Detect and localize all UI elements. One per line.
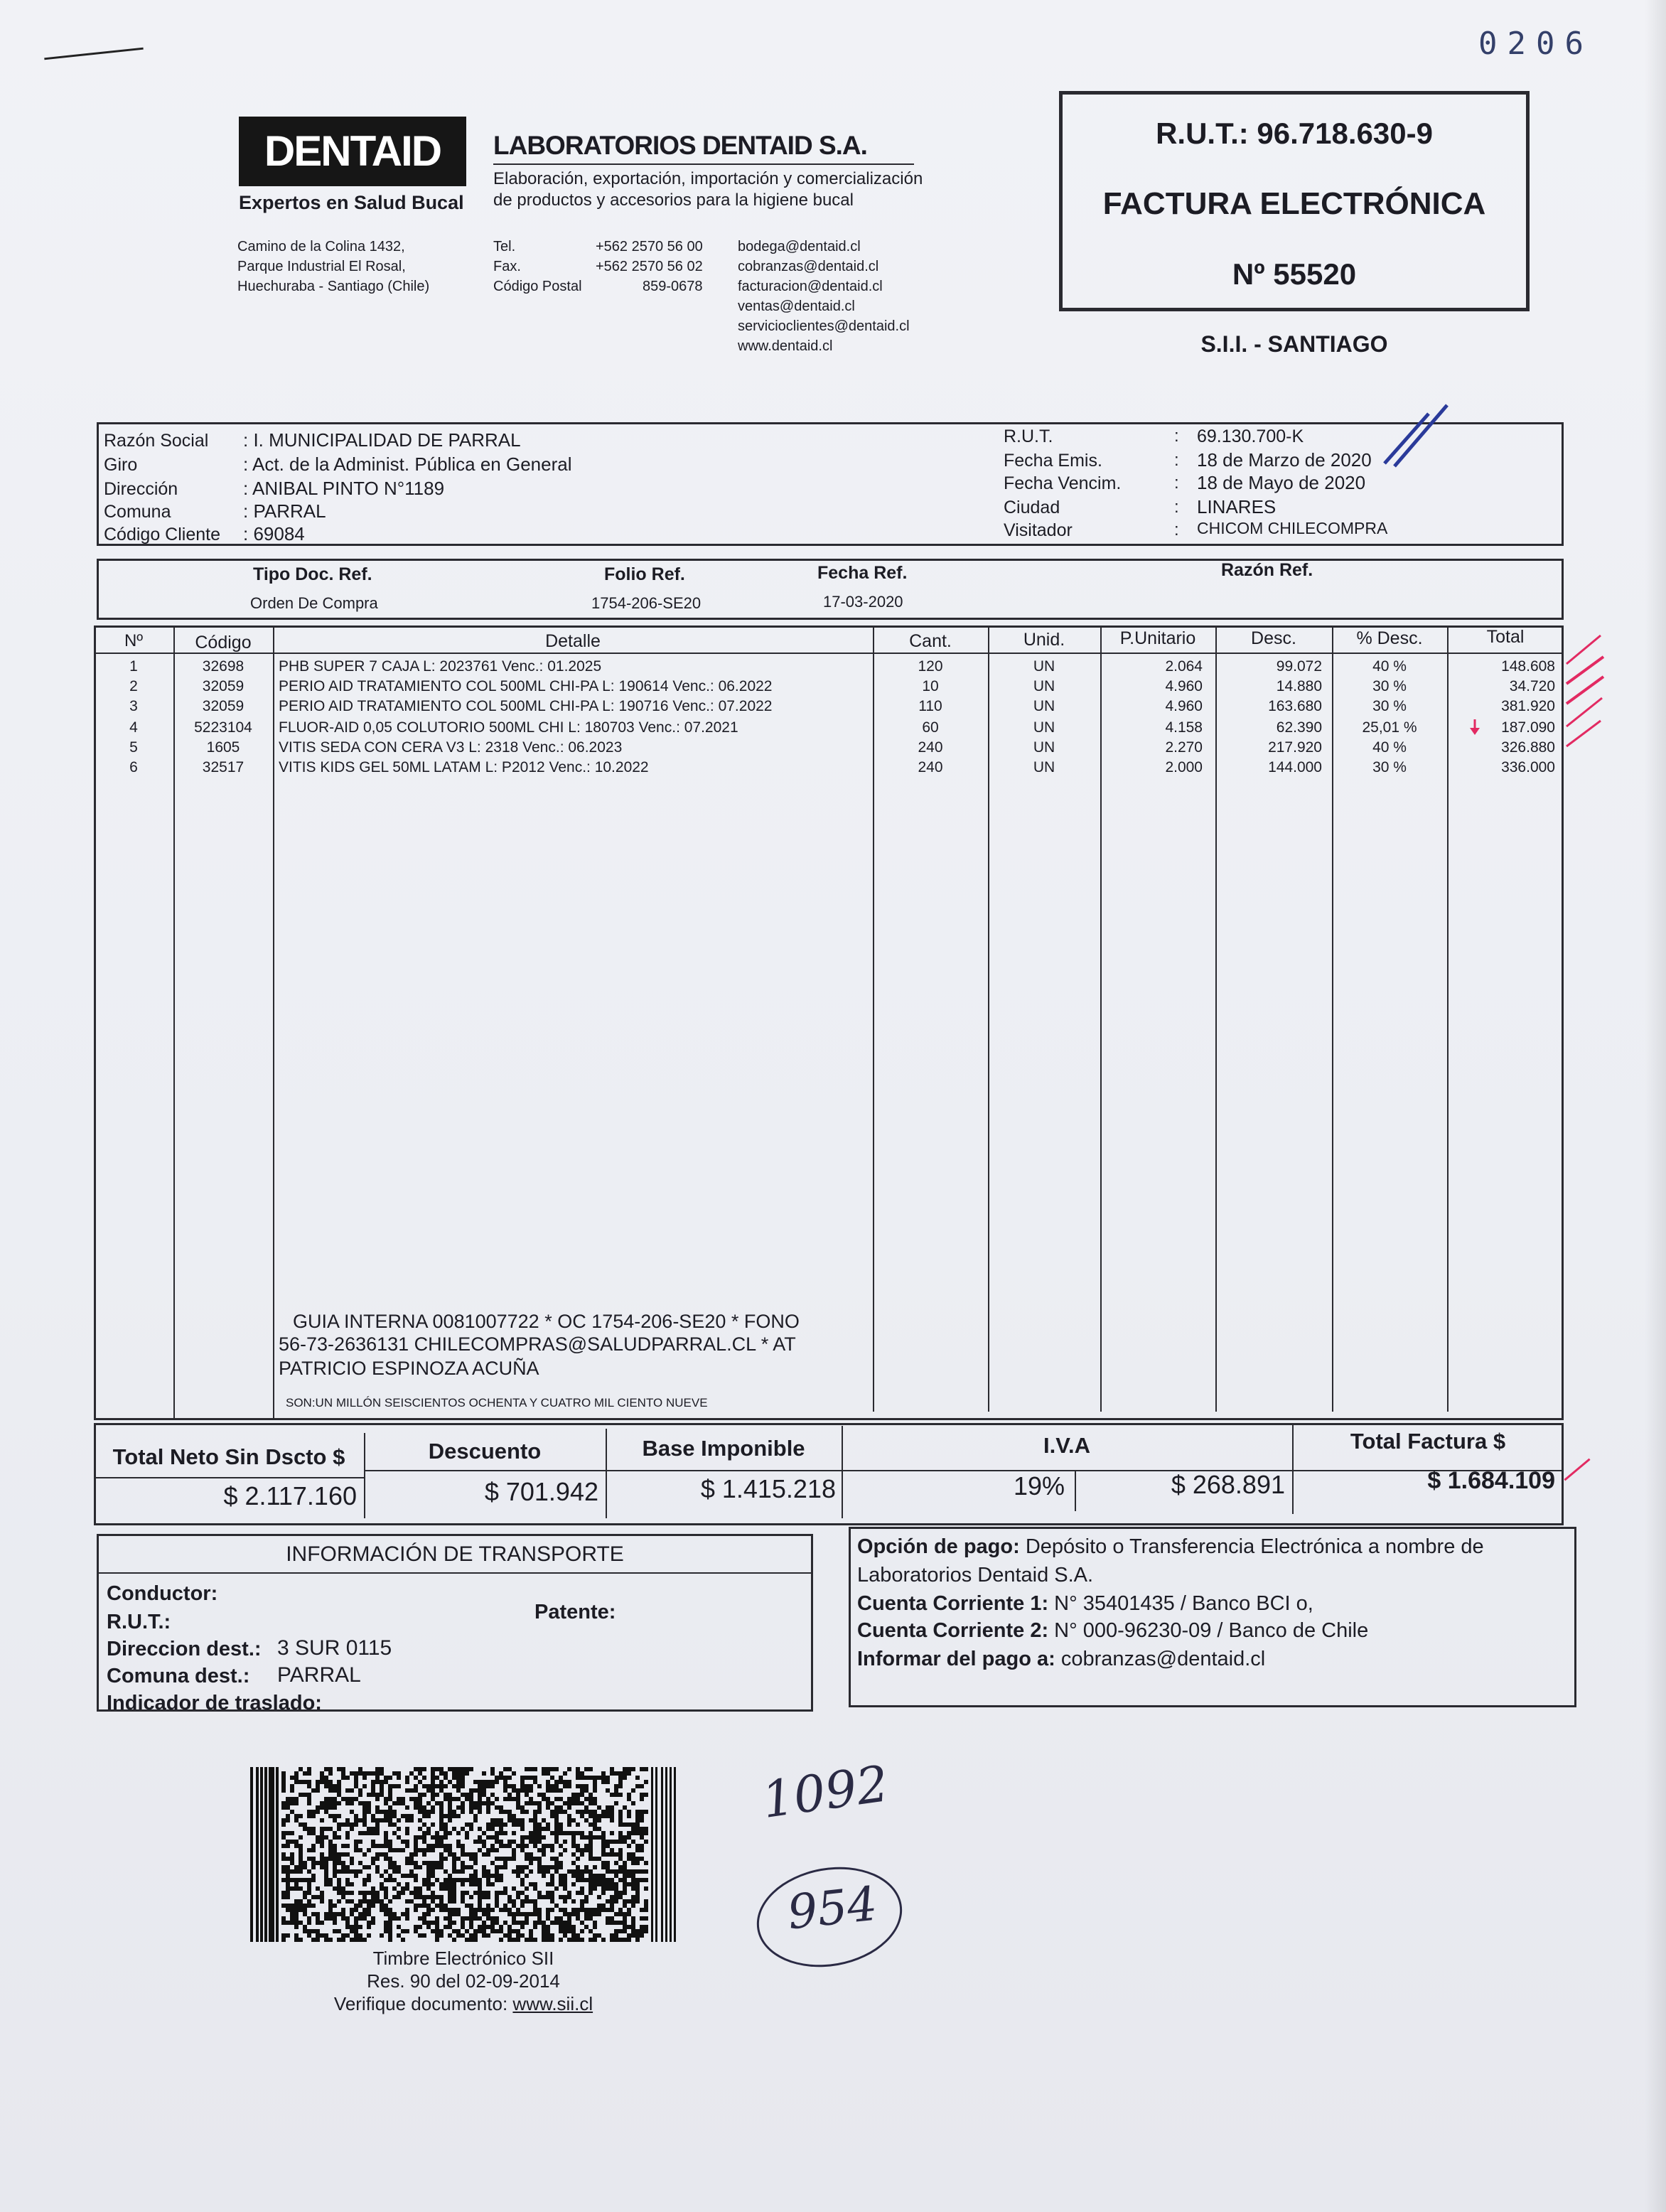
company-description-1: Elaboración, exportación, importación y comercialización [493,169,923,188]
value-ciudad: LINARES [1197,496,1277,517]
direccion-dest-value: 3 SUR 0115 [277,1636,392,1660]
ref-header-razon: Razón Ref. [1221,560,1313,580]
handwritten-note-1: 1092 [758,1754,892,1830]
row-total: 326.880 [1501,739,1555,756]
transport-title-divider [97,1572,813,1574]
iva-percentage: 19% [1013,1471,1065,1500]
cuenta-corriente-1-line [857,1592,1313,1616]
descuento-value: $ 701.942 [484,1477,598,1506]
row-number: 5 [129,739,138,756]
row-number: 4 [129,719,138,736]
cuenta-corriente-2-value: N° 000-96230-09 / Banco de Chile [1054,1619,1369,1642]
pink-check-marks [1564,633,1606,775]
row-total: 187.090 [1501,719,1555,736]
label-ciudad: Ciudad [1004,498,1060,517]
row-detail: PERIO AID TRATAMIENTO COL 500ML CHI-PA L: 190614 Venc.: 06.2022 [279,678,773,694]
row-unit: UN [1033,719,1055,736]
company-name: LABORATORIOS DENTAID S.A. [493,131,867,160]
iva-label: I.V.A [1043,1433,1091,1458]
row-unit: UN [1033,739,1055,756]
total-factura-value: $ 1.684.109 [1427,1467,1555,1494]
row-number: 2 [129,678,138,694]
issuer-rut: R.U.T.: 96.718.630-9 [1156,117,1433,150]
row-discount: 217.920 [1268,739,1322,756]
base-imponible-value: $ 1.415.218 [700,1474,836,1503]
row-discount-pct: 40 % [1372,658,1407,675]
cuenta-corriente-1-value: N° 35401435 / Banco BCI o, [1054,1592,1313,1615]
colon-visitador: : [1174,520,1179,539]
ref-tipo-doc: Orden De Compra [250,594,378,612]
row-unit: UN [1033,658,1055,675]
email-facturacion[interactable]: facturacion@dentaid.cl [738,279,883,294]
row-detail: VITIS KIDS GEL 50ML LATAM L: P2012 Venc.: 10.2022 [279,759,649,775]
email-bodega[interactable]: bodega@dentaid.cl [738,239,861,254]
company-address-3: Huechuraba - Santiago (Chile) [237,279,430,294]
row-code: 32059 [202,678,244,694]
row-discount: 14.880 [1276,678,1322,694]
row-quantity: 240 [918,739,943,756]
company-address-2: Parque Industrial El Rosal, [237,259,406,274]
comuna-dest-value: PARRAL [277,1663,361,1687]
row-quantity: 240 [918,759,943,775]
label-codigo-cliente: Código Cliente [104,525,220,544]
row-detail: FLUOR-AID 0,05 COLUTORIO 500ML CHI L: 180703 Venc.: 07.2021 [279,719,738,736]
table-note-3: PATRICIO ESPINOZA ACUÑA [279,1358,539,1379]
direccion-dest-label: Direccion dest.: [107,1638,262,1660]
row-unit: UN [1033,759,1055,775]
row-discount: 99.072 [1276,658,1322,675]
company-name-underline [493,163,914,165]
inform-payment-label: Informar del pago a: [857,1648,1055,1670]
table-row [94,658,1564,678]
row-quantity: 120 [918,658,943,675]
amount-in-words: SON:UN MILLÓN SEISCIENTOS OCHENTA Y CUATRO MIL CIENTO NUEVE [286,1396,708,1410]
descuento-label: Descuento [428,1439,542,1464]
total-neto-value: $ 2.117.160 [223,1481,357,1510]
row-unit: UN [1033,698,1055,714]
row-total: 381.920 [1501,698,1555,714]
inform-payment-line [857,1648,1265,1671]
row-unit-price: 4.158 [1165,719,1203,736]
company-address-1: Camino de la Colina 1432, [237,239,405,254]
row-detail: VITIS SEDA CON CERA V3 L: 2318 Venc.: 06.2023 [279,739,623,756]
sii-office: S.I.I. - SANTIAGO [1200,331,1388,357]
tel-label: Tel. [493,239,516,254]
tel-value: +562 2570 56 00 [596,239,703,254]
table-note-2: 56-73-2636131 CHILECOMPRAS@SALUDPARRAL.CL * AT [279,1333,796,1355]
email-servicioclientes[interactable]: servicioclientes@dentaid.cl [738,318,910,334]
colon-ciudad: : [1174,498,1179,517]
table-row [94,719,1564,739]
row-quantity: 110 [918,698,942,714]
patente-label: Patente: [534,1601,616,1623]
row-code: 32698 [202,658,244,675]
cuenta-corriente-1-label: Cuenta Corriente 1: [857,1592,1049,1615]
payment-option-value: Depósito o Transferencia Electrónica a nombre de [1025,1535,1484,1558]
table-row [94,759,1564,779]
stamp-number: 0206 [1478,26,1594,62]
fax-label: Fax. [493,259,521,274]
row-detail: PERIO AID TRATAMIENTO COL 500ML CHI-PA L: 190716 Venc.: 07.2022 [279,698,773,714]
verify-label: Verifique documento: [333,1993,508,2014]
indicador-traslado-label: Indicador de traslado: [107,1692,322,1714]
label-rut: R.U.T. [1004,426,1053,446]
row-code: 1605 [206,739,240,756]
value-codigo-cliente: : 69084 [243,523,305,544]
transport-rut-label: R.U.T.: [107,1611,171,1633]
row-quantity: 10 [922,678,939,694]
fax-value: +562 2570 56 02 [596,259,703,274]
row-total: 34.720 [1509,678,1555,694]
row-code: 5223104 [194,719,252,736]
label-fecha-vencimiento: Fecha Vencim. [1004,473,1122,493]
row-quantity: 60 [922,719,939,736]
label-fecha-emision: Fecha Emis. [1004,451,1102,471]
row-total: 148.608 [1501,658,1555,675]
table-row [94,739,1564,759]
col-header-numero: Nº [124,631,144,650]
sii-link[interactable]: www.sii.cl [512,1993,593,2014]
iva-value: $ 268.891 [1171,1470,1285,1499]
row-unit-price: 2.270 [1165,739,1203,756]
ref-header-folio: Folio Ref. [604,564,685,584]
colon-fecha-emision: : [1174,451,1179,470]
row-discount: 62.390 [1276,719,1322,736]
value-rut: 69.130.700-K [1197,426,1304,446]
row-discount-pct: 30 % [1372,698,1407,714]
items-header-divider [94,653,1564,654]
value-fecha-emision: 18 de Marzo de 2020 [1197,449,1372,471]
row-unit-price: 2.000 [1165,759,1203,775]
company-description-2: de productos y accesorios para la higiene bucal [493,190,854,210]
row-number: 1 [129,658,138,675]
page-shadow [1645,0,1666,2212]
invoice-number: Nº 55520 [1232,257,1357,291]
cuenta-corriente-2-label: Cuenta Corriente 2: [857,1619,1049,1642]
row-discount-pct: 30 % [1372,759,1407,775]
timbre-line-2: Res. 90 del 02-09-2014 [367,1970,560,1992]
totals-divider [94,1477,364,1478]
col-header-descuento: Desc. [1251,628,1296,648]
pink-arrow-icon [1467,718,1483,738]
handwritten-note-2: 954 [785,1876,880,1940]
row-discount: 163.680 [1268,698,1322,714]
row-number: 3 [129,698,138,714]
row-detail: PHB SUPER 7 CAJA L: 2023761 Venc.: 01.2025 [279,658,602,675]
row-code: 32517 [202,759,244,775]
company-website[interactable]: www.dentaid.cl [738,338,833,354]
value-direccion: : ANIBAL PINTO N°1189 [243,478,445,499]
col-header-pct-descuento: % Desc. [1356,628,1423,648]
row-number: 6 [129,759,138,775]
col-header-unidad: Unid. [1023,630,1065,650]
ref-header-tipo-doc: Tipo Doc. Ref. [253,564,372,584]
col-header-codigo: Código [195,633,252,653]
total-factura-label: Total Factura $ [1350,1429,1506,1454]
row-discount-pct: 40 % [1372,739,1407,756]
cuenta-corriente-2-line [857,1619,1368,1643]
email-ventas[interactable]: ventas@dentaid.cl [738,299,855,314]
row-discount-pct: 25,01 % [1362,719,1417,736]
payment-option-label: Opción de pago: [857,1535,1020,1558]
pen-check-mark [1379,398,1457,469]
ref-fecha: 17-03-2020 [823,593,903,611]
payment-option-value-2: Laboratorios Dentaid S.A. [857,1564,1094,1586]
timbre-line-1: Timbre Electrónico SII [372,1948,554,1969]
conductor-label: Conductor: [107,1582,218,1605]
company-logo: DENTAID [239,117,466,186]
value-comuna: : PARRAL [243,500,326,522]
label-visitador: Visitador [1004,520,1073,540]
row-unit-price: 2.064 [1165,658,1203,675]
row-unit-price: 4.960 [1165,678,1203,694]
row-unit: UN [1033,678,1055,694]
total-neto-label: Total Neto Sin Dscto $ [112,1444,345,1469]
comuna-dest-label: Comuna dest.: [107,1665,250,1687]
label-direccion: Dirección [104,479,178,499]
inform-payment-email[interactable]: cobranzas@dentaid.cl [1060,1648,1266,1670]
timbre-barcode [250,1767,677,1942]
value-giro: : Act. de la Administ. Pública en General [243,453,572,475]
value-visitador: CHICOM CHILECOMPRA [1197,519,1388,537]
document-type: FACTURA ELECTRÓNICA [1102,186,1486,221]
row-total: 336.000 [1501,759,1555,775]
postal-value: 859-0678 [643,279,703,294]
col-header-cantidad: Cant. [909,631,952,651]
label-giro: Giro [104,455,138,475]
timbre-line-3 [250,1993,677,2015]
col-header-precio: P.Unitario [1119,628,1196,648]
table-note-1: GUIA INTERNA 0081007722 * OC 1754-206-SE20 * FONO [293,1311,800,1332]
row-unit-price: 4.960 [1165,698,1203,714]
row-discount: 144.000 [1268,759,1322,775]
col-header-detalle: Detalle [545,631,601,651]
ref-folio: 1754-206-SE20 [591,594,702,612]
value-razon-social: : I. MUNICIPALIDAD DE PARRAL [243,429,521,451]
table-row [94,678,1564,698]
row-code: 32059 [202,698,244,714]
value-fecha-vencimiento: 18 de Mayo de 2020 [1197,472,1366,493]
company-tagline: Expertos en Salud Bucal [239,192,464,213]
email-cobranzas[interactable]: cobranzas@dentaid.cl [738,259,879,274]
payment-option-line [857,1535,1484,1559]
colon-fecha-vencimiento: : [1174,473,1179,493]
base-imponible-label: Base Imponible [642,1436,805,1461]
ref-header-fecha: Fecha Ref. [817,563,908,583]
colon-rut: : [1174,426,1179,446]
label-razon-social: Razón Social [104,431,209,451]
table-row [94,698,1564,718]
row-discount-pct: 30 % [1372,678,1407,694]
postal-label: Código Postal [493,279,582,294]
transport-title: INFORMACIÓN DE TRANSPORTE [286,1542,624,1566]
label-comuna: Comuna [104,502,171,522]
col-header-total: Total [1486,627,1525,647]
